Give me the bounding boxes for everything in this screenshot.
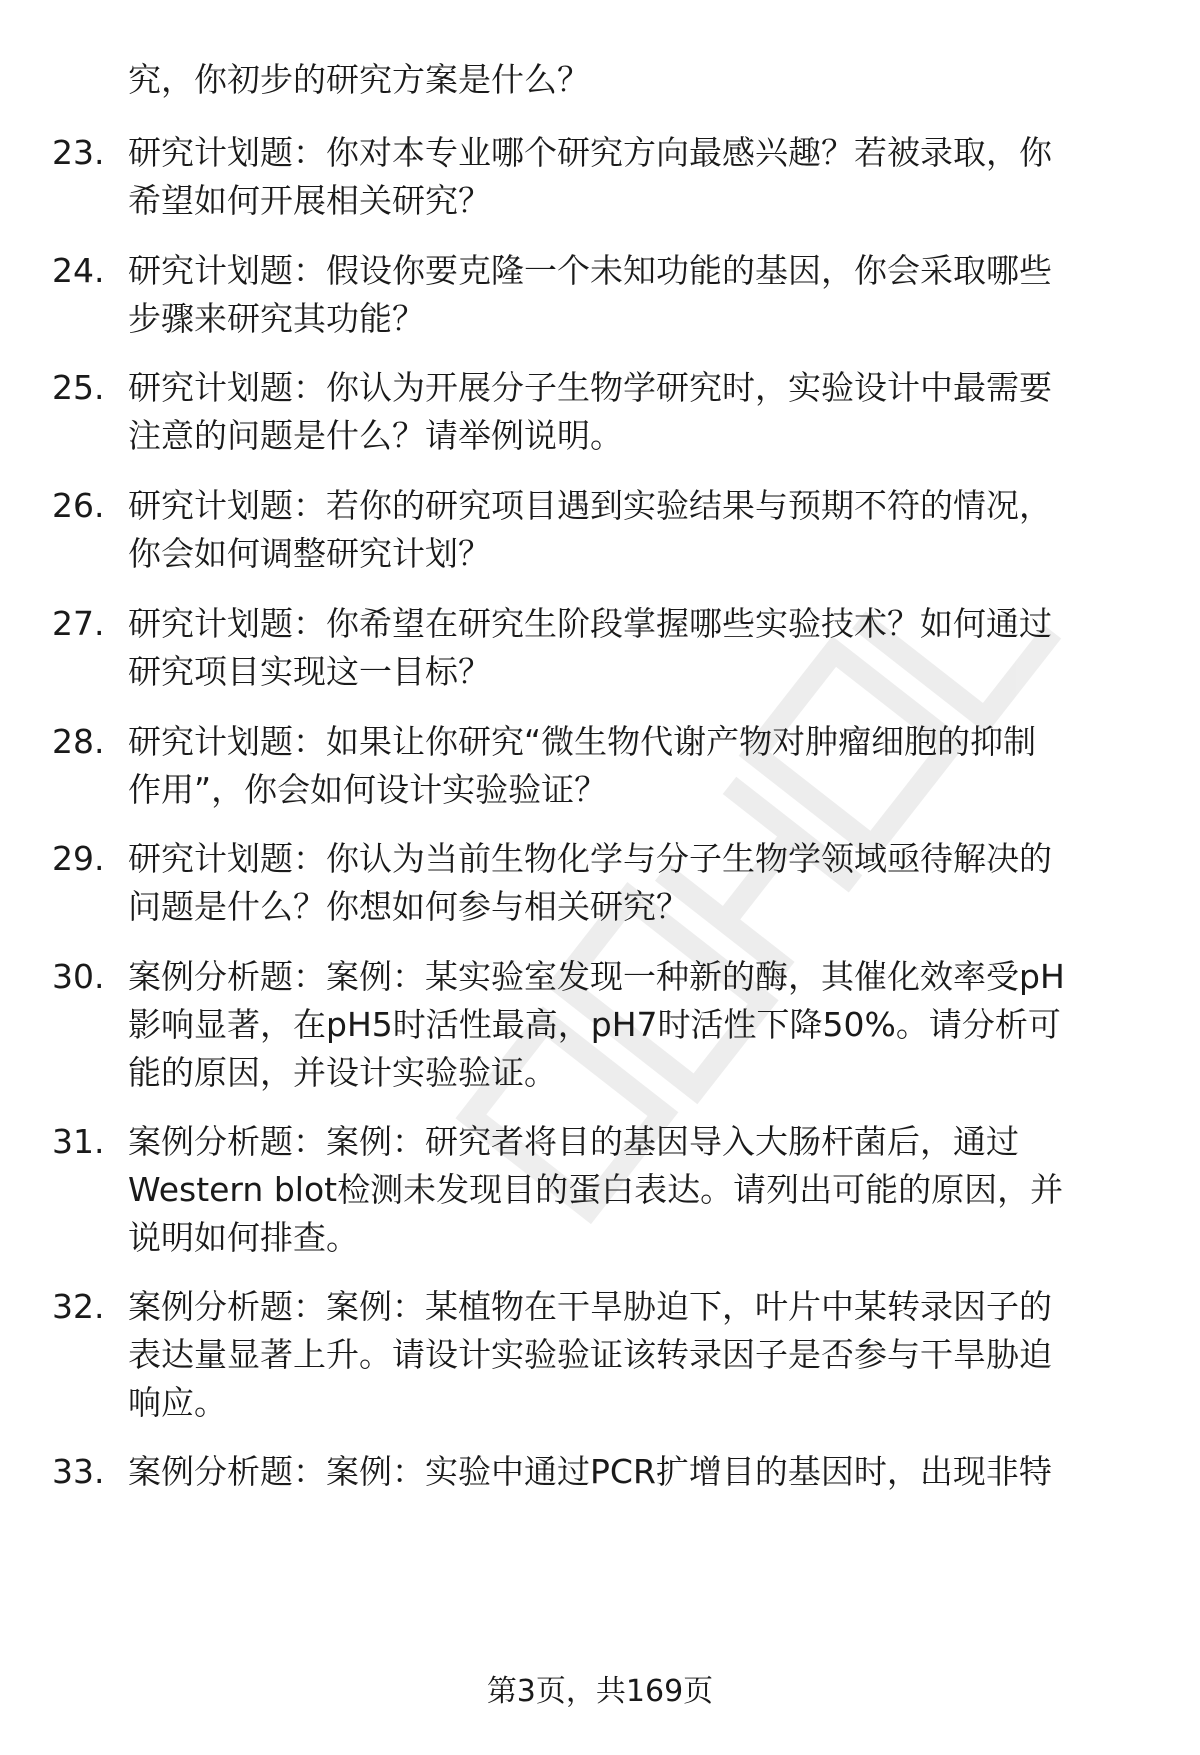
- text-line: 案例分析题：案例：某实验室发现一种新的酶，其催化效率受pH: [128, 957, 1065, 996]
- text-line: 响应。: [128, 1383, 227, 1422]
- text-line: Western blot检测未发现目的蛋白表达。请列出可能的原因，并: [128, 1170, 1064, 1209]
- text-line: 注意的问题是什么？请举例说明。: [128, 416, 623, 455]
- text-line: 研究计划题：你认为当前生物化学与分子生物学领域亟待解决的: [128, 839, 1052, 878]
- item-number: 33.: [52, 1452, 105, 1491]
- item-number: 31.: [52, 1122, 105, 1161]
- item-number: 32.: [52, 1287, 105, 1326]
- text-line: 案例分析题：案例：某植物在干旱胁迫下，叶片中某转录因子的: [128, 1287, 1052, 1326]
- text-line: 研究项目实现这一目标？: [128, 652, 491, 691]
- text-line: 研究计划题：若你的研究项目遇到实验结果与预期不符的情况，: [128, 486, 1052, 525]
- item-number: 27.: [52, 604, 105, 643]
- item-number: 25.: [52, 368, 105, 407]
- item-number: 24.: [52, 251, 105, 290]
- text-line: 问题是什么？你想如何参与相关研究？: [128, 887, 689, 926]
- text-line: 研究计划题：你希望在研究生阶段掌握哪些实验技术？如何通过: [128, 604, 1052, 643]
- item-number: 23.: [52, 133, 105, 172]
- text-line: 研究计划题：你对本专业哪个研究方向最感兴趣？若被录取，你: [128, 133, 1052, 172]
- text-line: 希望如何开展相关研究？: [128, 181, 491, 220]
- text-line: 表达量显著上升。请设计实验验证该转录因子是否参与干旱胁迫: [128, 1335, 1052, 1374]
- text-line: 研究计划题：如果让你研究“微生物代谢产物对肿瘤细胞的抑制: [128, 722, 1037, 761]
- item-number: 28.: [52, 722, 105, 761]
- text-line: 案例分析题：案例：研究者将目的基因导入大肠杆菌后，通过: [128, 1122, 1019, 1161]
- text-line: 研究计划题：你认为开展分子生物学研究时，实验设计中最需要: [128, 368, 1052, 407]
- text-line: 究，你初步的研究方案是什么？: [128, 60, 590, 99]
- text-line: 能的原因，并设计实验验证。: [128, 1053, 557, 1092]
- item-number: 30.: [52, 957, 105, 996]
- item-number: 29.: [52, 839, 105, 878]
- item-number: 26.: [52, 486, 105, 525]
- text-line: 作用”，你会如何设计实验验证？: [128, 770, 608, 809]
- page-number: 第3页，共169页: [486, 1674, 714, 1709]
- text-line: 说明如何排查。: [128, 1218, 359, 1257]
- text-line: 案例分析题：案例：实验中通过PCR扩增目的基因时，出现非特: [128, 1452, 1052, 1491]
- text-line: 你会如何调整研究计划？: [128, 534, 491, 573]
- text-line: 影响显著，在pH5时活性最高，pH7时活性下降50%。请分析可: [128, 1005, 1061, 1044]
- text-line: 研究计划题：假设你要克隆一个未知功能的基因，你会采取哪些: [128, 251, 1052, 290]
- text-line: 步骤来研究其功能？: [128, 299, 425, 338]
